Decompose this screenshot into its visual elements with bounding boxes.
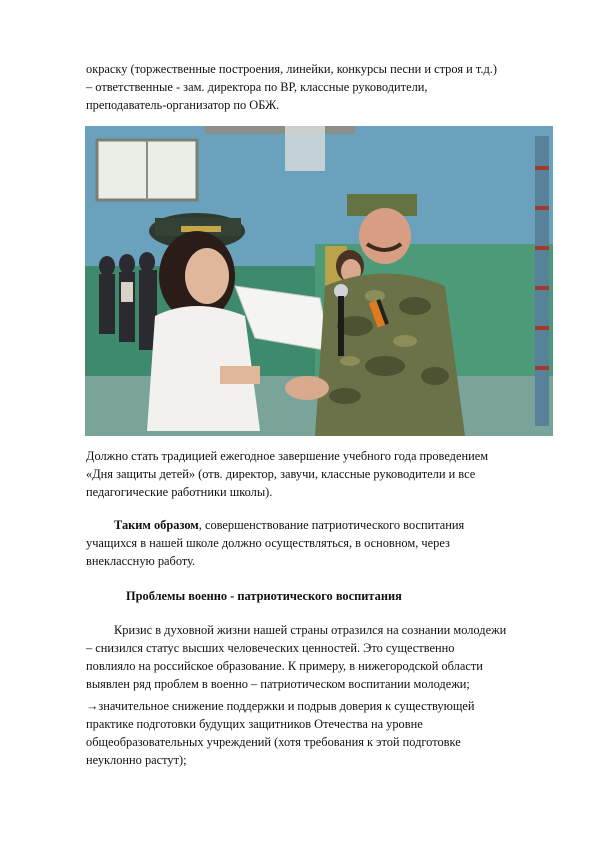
- text-line: →значительное снижение поддержки и подрыв доверия к существующей: [86, 699, 475, 713]
- paragraph-problem-list: [86, 697, 552, 769]
- text-line: практике подготовки будущих защитников Отечества на уровне: [86, 717, 423, 731]
- section-heading: Проблемы военно - патриотического воспитания: [126, 589, 402, 603]
- paragraph-crisis: [86, 621, 552, 693]
- text-line: неуклонно растут);: [86, 753, 187, 767]
- text-line: внеклассную работу.: [86, 554, 196, 568]
- text-line: учащихся в нашей школе должно осуществляться, в основном, через: [86, 536, 450, 550]
- text-line: окраску (торжественные построения, линейки, конкурсы песни и строя и т.д.): [86, 62, 497, 76]
- paragraph-tradition: [86, 447, 552, 501]
- text-line: – ответственные - зам. директора по ВР, классные руководители,: [86, 80, 428, 94]
- paragraph-intro: [86, 60, 552, 114]
- text-line: «Дня защиты детей» (отв. директор, завучи, классные руководители и все: [86, 467, 476, 481]
- bold-lead: Таким образом: [114, 518, 199, 532]
- text-line: – снизился статус высших человеческих ценностей. Это существенно: [86, 641, 455, 655]
- text-fragment: , совершенствование патриотического воспитания: [198, 518, 465, 532]
- text-line: педагогические работники школы).: [86, 485, 273, 499]
- text-line: Должно стать традицией ежегодное завершение учебного года проведением: [86, 449, 489, 463]
- text-line: выявлен ряд проблем в военно – патриотическом воспитании молодежи;: [86, 677, 470, 691]
- text-line: [86, 516, 552, 534]
- paragraph-conclusion: [86, 516, 552, 570]
- text-line: повлияло на российское образование. К примеру, в нижегородской области: [86, 659, 483, 673]
- photo-ceremony: [85, 126, 553, 436]
- text-line: преподаватель-организатор по ОБЖ.: [86, 98, 280, 112]
- text-line: общеобразовательных учреждений (хотя требования к этой подготовке: [86, 735, 461, 749]
- text-line: Кризис в духовной жизни нашей страны отразился на сознании молодежи: [114, 623, 507, 637]
